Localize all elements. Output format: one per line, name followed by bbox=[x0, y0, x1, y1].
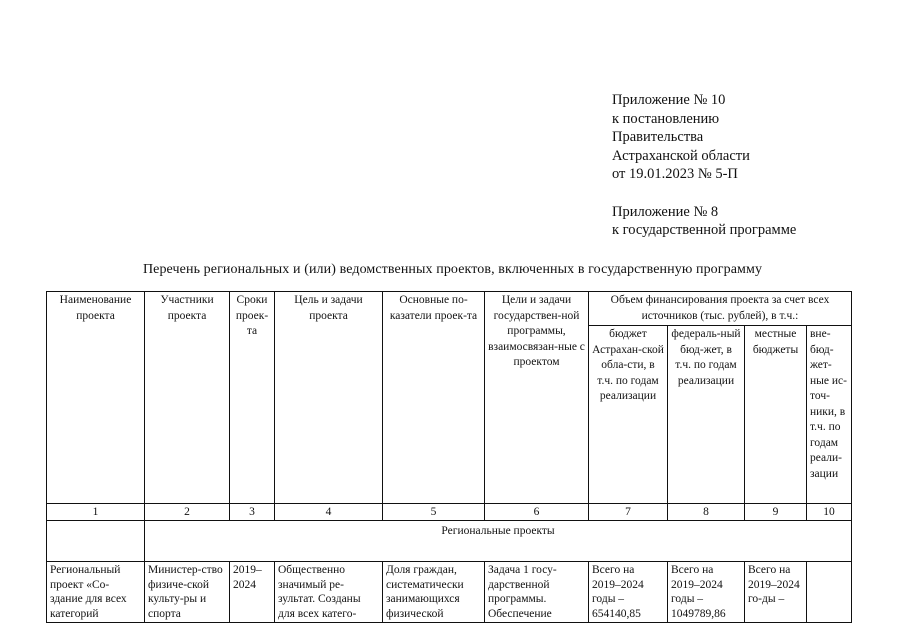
section-row bbox=[47, 521, 852, 562]
header-name: Наименование проекта bbox=[47, 292, 145, 504]
appendix-line: от 19.01.2023 № 5-П bbox=[612, 166, 738, 182]
cell-project-name: Региональный проект «Со-здание для всех категорий bbox=[47, 562, 145, 623]
header-local-budgets: местные бюджеты bbox=[745, 326, 807, 504]
column-number: 3 bbox=[230, 504, 275, 521]
header-program-goals: Цели и задачи государствен-ной программы, взаимосвязан-ные с проектом bbox=[485, 292, 589, 504]
cell-participants: Министер-ство физиче-ской культу-ры и спорта bbox=[145, 562, 230, 623]
table-row bbox=[47, 562, 852, 623]
column-number: 7 bbox=[589, 504, 668, 521]
cell-program-goals: Задача 1 госу-дарственной программы. Обеспечение bbox=[485, 562, 589, 623]
header-indicators: Основные по-казатели проек-та bbox=[383, 292, 485, 504]
column-number: 8 bbox=[668, 504, 745, 521]
cell-extrabudgetary bbox=[807, 562, 852, 623]
header-federal-budget: федераль-ный бюд-жет, в т.ч. по годам реализации bbox=[668, 326, 745, 504]
header-goal: Цель и задачи проекта bbox=[275, 292, 383, 504]
header-regional-budget: бюджет Астрахан-ской обла-сти, в т.ч. по годам реализации bbox=[589, 326, 668, 504]
column-number: 5 bbox=[383, 504, 485, 521]
section-empty-cell bbox=[47, 521, 145, 562]
column-number: 10 bbox=[807, 504, 852, 521]
appendix-line: Приложение № 10 bbox=[612, 92, 726, 108]
column-numbers-row bbox=[47, 504, 852, 521]
header-participants: Участники проекта bbox=[145, 292, 230, 504]
header-extrabudgetary: вне-бюд-жет-ные ис-точ-ники, в т.ч. по годам реали-зации bbox=[807, 326, 852, 504]
projects-table bbox=[46, 291, 852, 623]
appendix-line: к постановлению bbox=[612, 110, 720, 127]
column-number: 9 bbox=[745, 504, 807, 521]
appendix-block-1 bbox=[612, 91, 796, 184]
header-row bbox=[47, 292, 852, 326]
column-number: 1 bbox=[47, 504, 145, 521]
section-label: Региональные проекты bbox=[145, 521, 852, 562]
column-number: 4 bbox=[275, 504, 383, 521]
header-funding: Объем финансирования проекта за счет всех источников (тыс. рублей), в т.ч.: bbox=[589, 292, 852, 326]
cell-indicators: Доля граждан, систематически занимающихся физической bbox=[383, 562, 485, 623]
cell-regional-budget: Всего на 2019–2024 годы – 654140,85 bbox=[589, 562, 668, 623]
appendix-line: Астраханской области bbox=[612, 147, 750, 164]
document-title: Перечень региональных и (или) ведомственных проектов, включенных в государственную программу bbox=[142, 262, 763, 277]
appendix-header bbox=[612, 91, 796, 240]
cell-federal-budget: Всего на 2019–2024 годы – 1049789,86 bbox=[668, 562, 745, 623]
cell-terms: 2019–2024 bbox=[230, 562, 275, 623]
column-number: 6 bbox=[485, 504, 589, 521]
cell-goal: Общественно значимый ре-зультат. Созданы для всех катего- bbox=[275, 562, 383, 623]
appendix-line: к государственной программе bbox=[612, 222, 797, 238]
appendix-line: Приложение № 8 bbox=[612, 203, 719, 220]
header-terms: Сроки проек-та bbox=[230, 292, 275, 504]
column-number: 2 bbox=[145, 504, 230, 521]
appendix-line: Правительства bbox=[612, 129, 704, 145]
appendix-block-2 bbox=[612, 203, 796, 240]
cell-local-budgets: Всего на 2019–2024 го-ды – bbox=[745, 562, 807, 623]
